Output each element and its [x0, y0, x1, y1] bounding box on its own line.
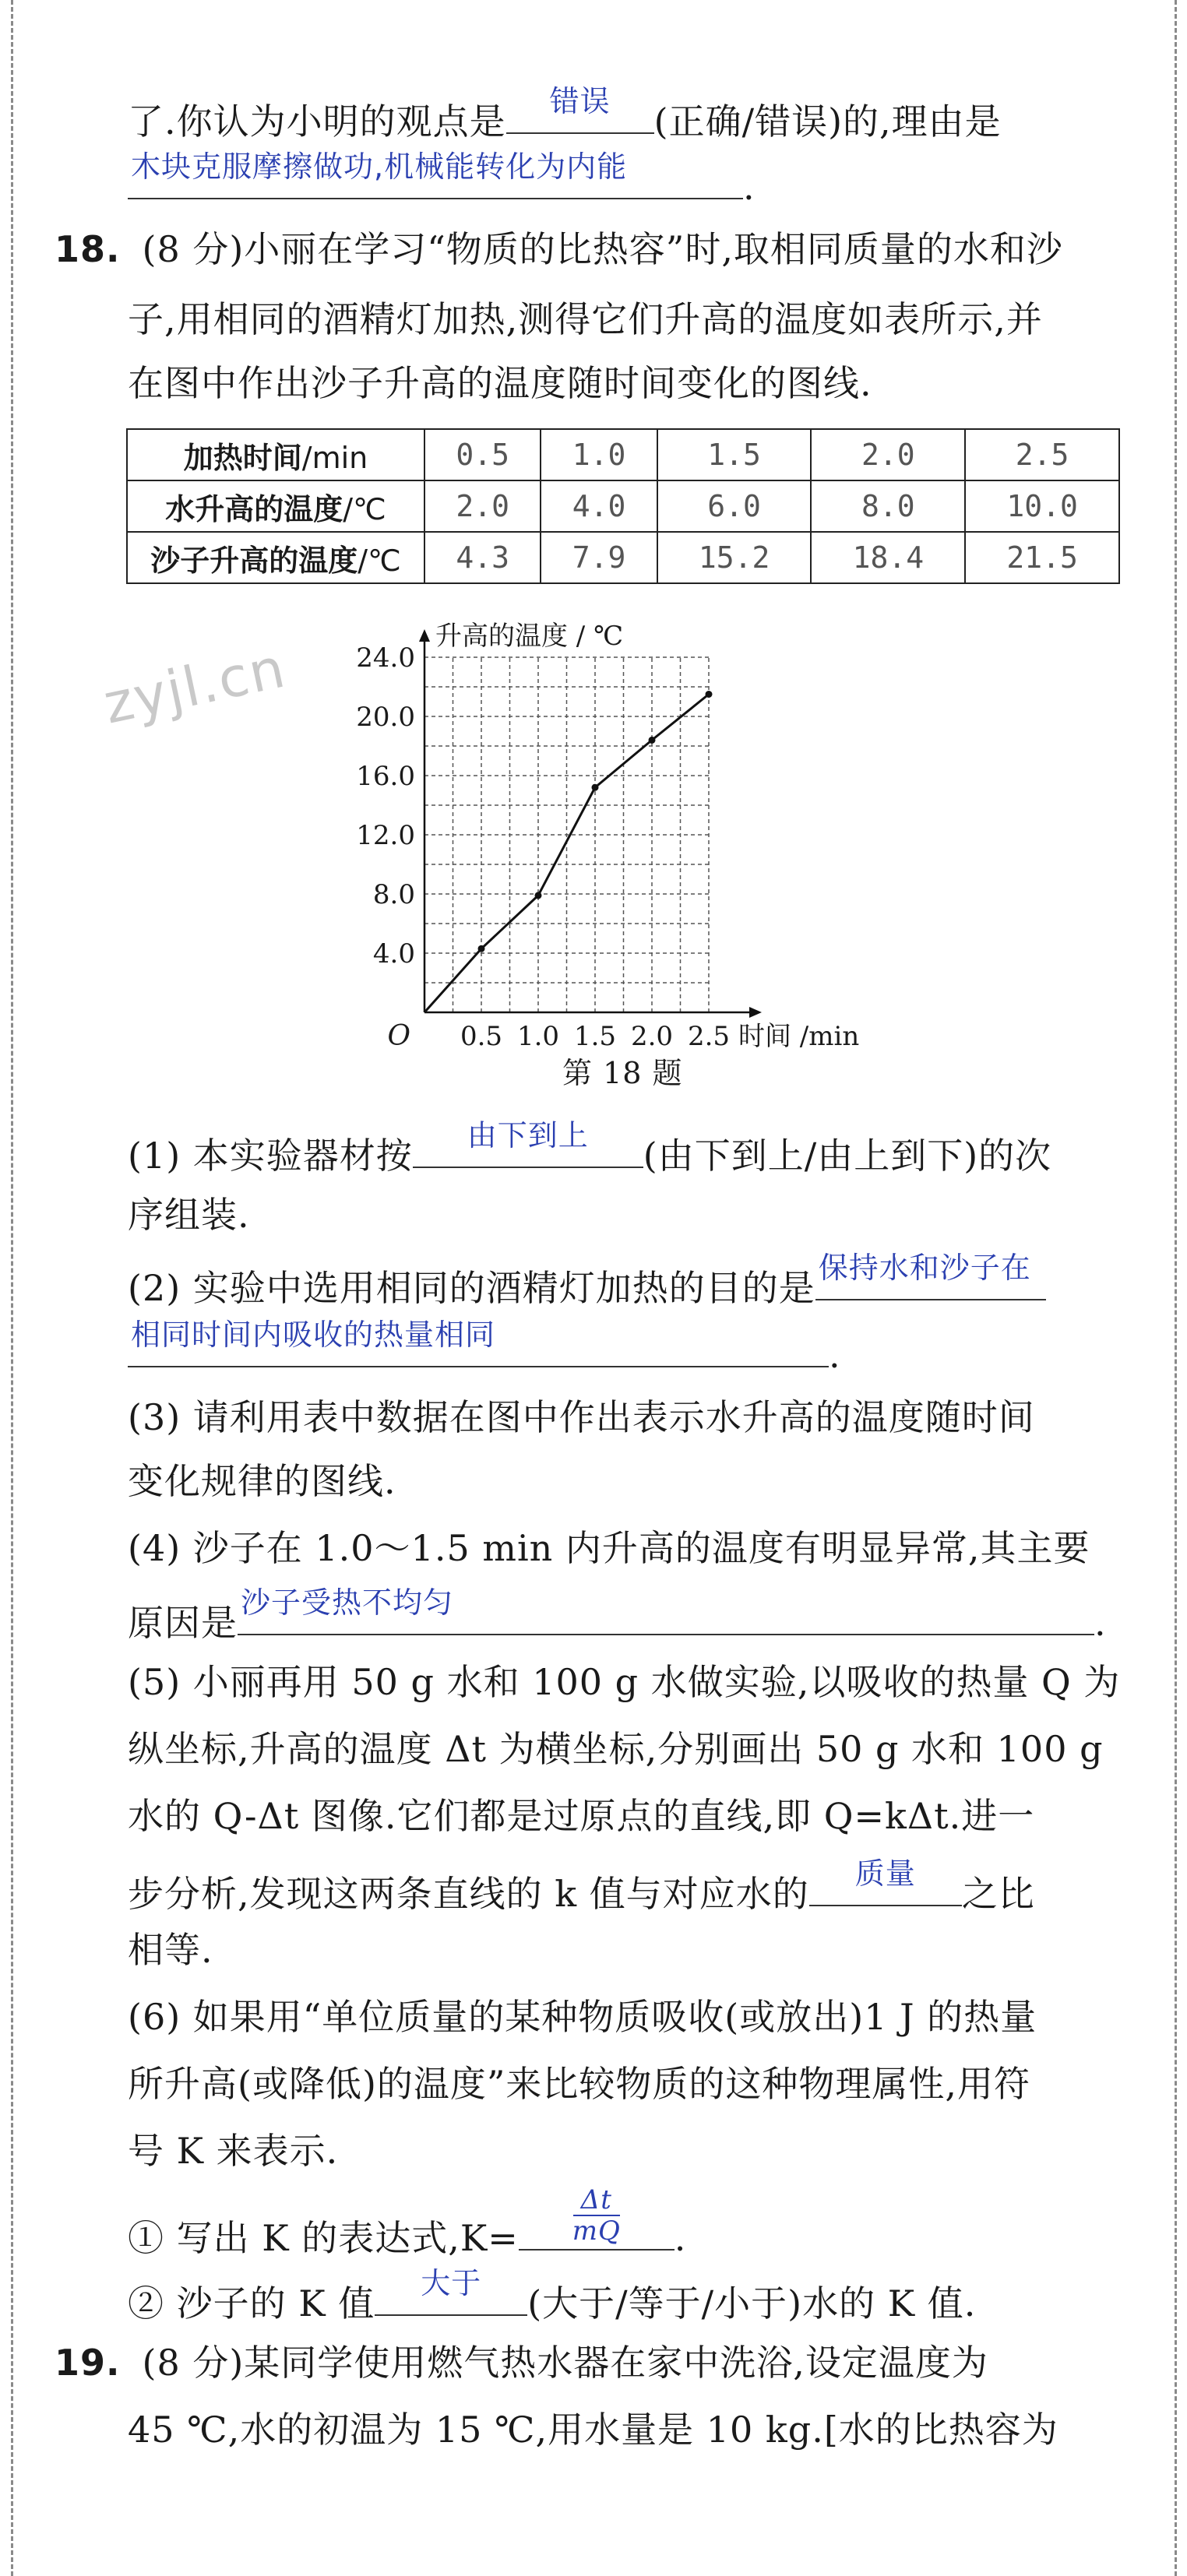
table-cell: 1.0 [541, 429, 657, 480]
table-cell: 2.5 [965, 429, 1119, 480]
q18-part6-line1: (6) 如果用“单位质量的某种物质吸收(或放出)1 J 的热量 [128, 1996, 1037, 2038]
k-formula: Δt mQ [572, 2184, 621, 2247]
temperature-table [126, 428, 1120, 584]
data-point [478, 945, 485, 952]
right-dashed-border [1175, 0, 1177, 2576]
x-axis-arrow [749, 1007, 762, 1018]
data-point [649, 737, 656, 744]
row-label: 沙子升高的温度 [150, 543, 358, 578]
q18-part2-blank-a[interactable]: 保持水和沙子在 [815, 1254, 1046, 1300]
table-row-header [127, 532, 424, 583]
q18-line-3: 在图中作出沙子升高的温度随时间变化的图线. [128, 362, 872, 404]
q18-part6-formula-blank[interactable] [519, 2184, 675, 2250]
q18-part6-line2: 所升高(或降低)的温度”来比较物质的这种物理属性,用符 [128, 2063, 1031, 2105]
question-number: 19. [55, 2342, 121, 2384]
q17-blank-opinion[interactable]: 错误 [506, 87, 654, 134]
left-dashed-border [11, 0, 13, 2576]
q18-part1-line2: 序组装. [128, 1194, 250, 1236]
x-tick-label: 0.5 [460, 1021, 503, 1052]
q19-line-2: 45 ℃,水的初温为 15 ℃,用水量是 10 kg.[水的比热容为 [128, 2409, 1058, 2451]
table-cell: 18.4 [811, 532, 965, 583]
q18-part5-line1: (5) 小丽再用 50 g 水和 100 g 水做实验,以吸收的热量 Q 为 [128, 1661, 1121, 1703]
y-tick-label: 20.0 [356, 702, 415, 733]
q18-part5-line5: 相等. [128, 1929, 213, 1971]
q18-line-2: 子,用相同的酒精灯加热,测得它们升高的温度如表所示,并 [128, 298, 1043, 340]
q17-line-1: 了.你认为小明的观点是 错误 (正确/错误)的,理由是 [128, 84, 1002, 143]
y-tick-label: 24.0 [356, 642, 415, 674]
x-tick-label: 2.0 [630, 1021, 674, 1052]
q18-part5-line3: 水的 Q-Δt 图像.它们都是过原点的直线,即 Q=kΔt.进一 [128, 1795, 1035, 1837]
q18-part1-line1: (1) 本实验器材按 由下到上 (由下到上/由上到下)的次 [128, 1118, 1052, 1177]
x-tick-label: 2.5 [687, 1021, 731, 1052]
table-cell: 8.0 [811, 480, 965, 532]
y-axis-arrow [419, 629, 430, 642]
table-cell: 4.0 [541, 480, 657, 532]
q18-part5-line4: 步分析,发现这两条直线的 k 值与对应水的 质量 之比 [128, 1856, 1035, 1915]
y-tick-label: 12.0 [356, 820, 415, 851]
y-tick-label: 4.0 [372, 938, 415, 970]
q19-line-1: 19. (8 分)某同学使用燃气热水器在家中洗浴,设定温度为 [55, 2342, 988, 2384]
table-row [127, 532, 1119, 583]
q18-part4-blank[interactable]: 沙子受热不均匀 [238, 1589, 1094, 1635]
table-cell: 15.2 [657, 532, 812, 583]
q17-line-2: 木块克服摩擦做功,机械能转化为内能 . [128, 153, 756, 210]
y-tick-label: 16.0 [356, 761, 415, 792]
table-cell: 0.5 [424, 429, 541, 480]
figure-caption: 第 18 题 [562, 1056, 683, 1090]
y-tick-label: 8.0 [372, 879, 415, 910]
q18-part6-line3: 号 K 来表示. [128, 2130, 339, 2172]
data-point [706, 691, 713, 698]
row-label: 水升高的温度 [165, 491, 343, 526]
data-point [592, 784, 599, 791]
series-line [424, 695, 709, 1013]
question-number: 18. [55, 228, 121, 270]
q18-part6-sub2: ② 沙子的 K 值 大于 (大于/等于/小于)水的 K 值. [128, 2266, 977, 2324]
x-axis-label: 时间 /min [738, 1021, 860, 1052]
row-unit: /min [301, 440, 368, 475]
q18-line-1: 18. (8 分)小丽在学习“物质的比热容”时,取相同质量的水和沙 [55, 228, 1063, 270]
row-unit: /℃ [358, 543, 401, 578]
q18-part2-blank-b[interactable]: 相同时间内吸收的热量相同 [128, 1321, 829, 1367]
table-row [127, 429, 1119, 480]
q18-part4-line2: 原因是 沙子受热不均匀 . [128, 1585, 1107, 1644]
q18-part2-line1: (2) 实验中选用相同的酒精灯加热的目的是 保持水和沙子在 [128, 1254, 1046, 1311]
q18-part2-line2: 相同时间内吸收的热量相同 . [128, 1321, 841, 1378]
table-cell: 1.5 [657, 429, 812, 480]
q18-part5-blank[interactable]: 质量 [809, 1860, 962, 1906]
x-tick-label: 1.0 [516, 1021, 560, 1052]
y-axis-label: 升高的温度 / ℃ [435, 621, 624, 652]
table-cell: 4.3 [424, 532, 541, 583]
table-row-header [127, 429, 424, 480]
q18-part3-line1: (3) 请利用表中数据在图中作出表示水升高的温度随时间 [128, 1396, 1035, 1438]
origin-label: O [387, 1020, 410, 1052]
q18-part1-blank[interactable]: 由下到上 [413, 1121, 643, 1168]
q18-part3-line2: 变化规律的图线. [128, 1460, 396, 1502]
table-cell: 7.9 [541, 532, 657, 583]
table-cell: 2.0 [811, 429, 965, 480]
table-cell: 2.0 [424, 480, 541, 532]
table-row-header [127, 480, 424, 532]
temperature-chart [327, 611, 919, 1063]
table-cell: 21.5 [965, 532, 1119, 583]
q17-blank-reason[interactable]: 木块克服摩擦做功,机械能转化为内能 [128, 153, 743, 199]
q18-part6-sub1: ① 写出 K 的表达式,K= Δt mQ . [128, 2184, 687, 2259]
q18-part5-line2: 纵坐标,升高的温度 Δt 为横坐标,分别画出 50 g 水和 100 g [128, 1728, 1104, 1770]
q18-part4-line1: (4) 沙子在 1.0～1.5 min 内升高的温度有明显异常,其主要 [128, 1527, 1090, 1569]
x-tick-label: 1.5 [573, 1021, 617, 1052]
watermark: zyjl.cn [98, 635, 292, 737]
table-row [127, 480, 1119, 532]
row-label: 加热时间 [183, 440, 302, 475]
row-unit: /℃ [343, 491, 386, 526]
table-cell: 10.0 [965, 480, 1119, 532]
table-cell: 6.0 [657, 480, 812, 532]
data-point [535, 892, 542, 899]
q18-part6-compare-blank[interactable]: 大于 [375, 2269, 527, 2316]
